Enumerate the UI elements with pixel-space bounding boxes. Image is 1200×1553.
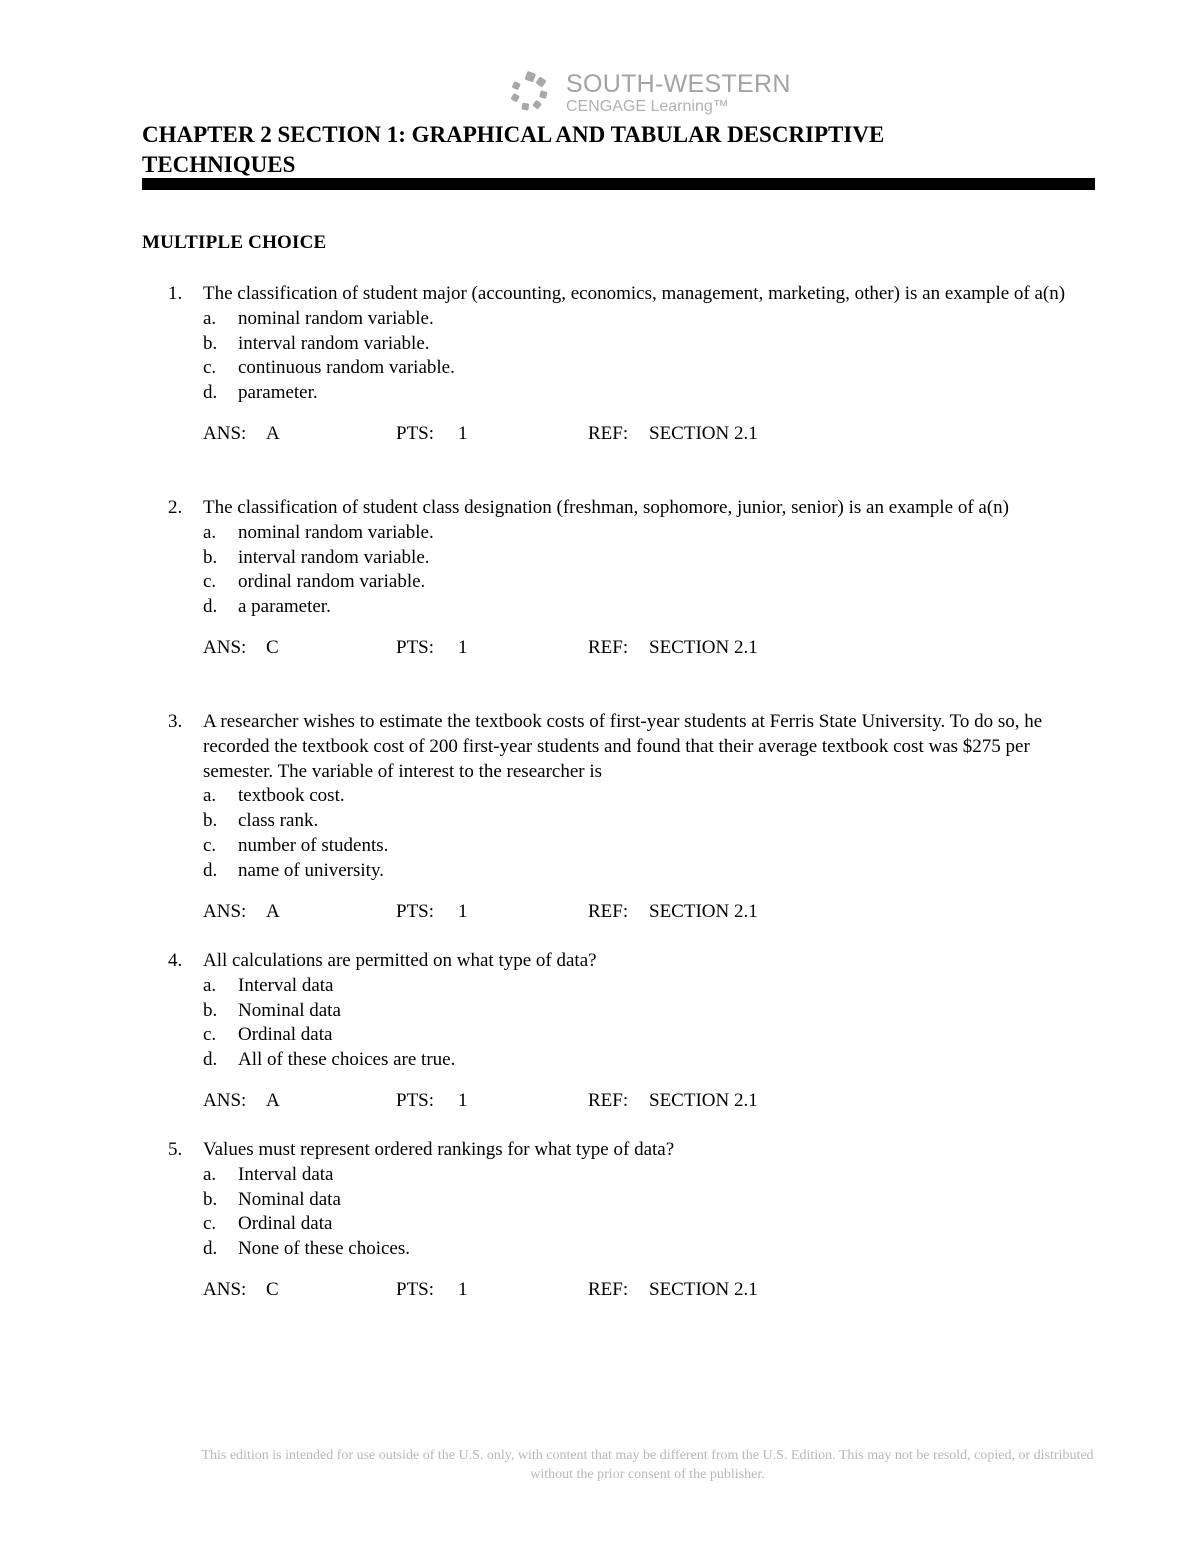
logo-wordmark: SOUTH-WESTERN (566, 70, 791, 98)
ref-value: SECTION 2.1 (649, 1089, 758, 1111)
option-text: Interval data (238, 1163, 334, 1185)
pts-label: PTS: (396, 1089, 435, 1111)
pts-value: 1 (458, 636, 468, 658)
option-text: Ordinal data (238, 1024, 333, 1046)
question-2 (142, 496, 1087, 660)
option-d (203, 1048, 1087, 1073)
option-text: Nominal data (238, 1188, 341, 1210)
ref-label: REF: (588, 422, 629, 444)
option-text: interval random variable. (238, 546, 430, 568)
option-a (203, 307, 1087, 332)
ref-label: REF: (588, 900, 629, 922)
option-d (203, 859, 1087, 884)
question-text: Values must represent ordered rankings for what type of data? (203, 1139, 675, 1160)
option-letter: b. (203, 546, 218, 568)
question-text: The classification of student class designation (freshman, sophomore, junior, senior) is an example of a(n) (203, 497, 1009, 518)
pts-label: PTS: (396, 422, 435, 444)
option-d (203, 381, 1087, 406)
option-b (203, 332, 1087, 357)
chapter-title: CHAPTER 2 SECTION 1: GRAPHICAL AND TABULAR DESCRIPTIVE TECHNIQUES (142, 122, 885, 177)
question-number: 1. (168, 283, 183, 304)
option-letter: a. (203, 785, 217, 807)
option-letter: c. (203, 1024, 217, 1046)
ans-label: ANS: (203, 1089, 247, 1111)
option-letter: d. (203, 596, 218, 618)
option-a (203, 1163, 1087, 1188)
option-text: Nominal data (238, 999, 341, 1021)
ans-label: ANS: (203, 900, 247, 922)
option-text: parameter. (238, 382, 318, 404)
pts-value: 1 (458, 1278, 468, 1300)
option-text: ordinal random variable. (238, 571, 426, 593)
answer-line (203, 636, 1087, 660)
ref-label: REF: (588, 1278, 629, 1300)
option-letter: a. (203, 521, 217, 543)
option-c (203, 356, 1087, 381)
question-text: The classification of student major (accounting, economics, management, marketing, other) is an example of a(n) (203, 283, 1066, 304)
option-letter: d. (203, 382, 218, 404)
option-letter: c. (203, 834, 217, 856)
pts-value: 1 (458, 422, 468, 444)
option-letter: b. (203, 1188, 218, 1210)
option-a (203, 521, 1087, 546)
cengage-star-icon (508, 70, 552, 114)
answer-line (203, 422, 1087, 446)
question-number: 3. (168, 711, 183, 732)
option-text: All of these choices are true. (238, 1049, 456, 1071)
option-letter: c. (203, 357, 217, 379)
option-b (203, 546, 1087, 571)
option-letter: a. (203, 974, 217, 996)
ans-value: C (266, 636, 279, 658)
pts-label: PTS: (396, 1278, 435, 1300)
option-text: None of these choices. (238, 1238, 410, 1260)
option-c (203, 834, 1087, 859)
ans-label: ANS: (203, 1278, 247, 1300)
option-text: class rank. (238, 810, 319, 832)
footer-notice: This edition is intended for use outside of the U.S. only, with content that may be different from the U.S. Edition. This may not be resold, copied, or distributed without the prior consent of the publisher. (201, 1448, 1094, 1482)
question-4 (142, 949, 1087, 1113)
option-text: interval random variable. (238, 332, 430, 354)
option-c (203, 570, 1087, 595)
option-text: continuous random variable. (238, 357, 455, 379)
section-heading: MULTIPLE CHOICE (142, 232, 327, 253)
option-text: textbook cost. (238, 785, 345, 807)
question-number: 4. (168, 950, 183, 971)
ref-value: SECTION 2.1 (649, 422, 758, 444)
question-text: A researcher wishes to estimate the textbook costs of first-year students at Ferris State University. To do so, he recorded the textbook cost of 200 first-year students and found that their average textbook cost was $275 per semester. The variable of interest to the researcher is (203, 711, 1043, 782)
option-text: Ordinal data (238, 1213, 333, 1235)
question-3 (142, 710, 1087, 924)
option-text: nominal random variable. (238, 307, 434, 329)
answer-line (203, 1089, 1087, 1113)
option-letter: b. (203, 999, 218, 1021)
option-text: number of students. (238, 834, 389, 856)
ans-value: A (266, 422, 280, 444)
question-text: All calculations are permitted on what type of data? (203, 950, 597, 971)
option-text: a parameter. (238, 596, 331, 618)
publisher-logo (508, 70, 798, 118)
option-letter: d. (203, 1238, 218, 1260)
pts-value: 1 (458, 900, 468, 922)
option-c (203, 1023, 1087, 1048)
option-b (203, 1188, 1087, 1213)
option-b (203, 999, 1087, 1024)
option-letter: a. (203, 307, 217, 329)
ans-value: A (266, 1089, 280, 1111)
question-1 (142, 282, 1087, 446)
answer-line (203, 1278, 1087, 1302)
option-letter: d. (203, 1049, 218, 1071)
question-5 (142, 1138, 1087, 1302)
option-d (203, 595, 1087, 620)
ref-value: SECTION 2.1 (649, 900, 758, 922)
option-text: nominal random variable. (238, 521, 434, 543)
option-letter: d. (203, 859, 218, 881)
pts-value: 1 (458, 1089, 468, 1111)
ans-value: A (266, 900, 280, 922)
option-b (203, 809, 1087, 834)
option-a (203, 974, 1087, 999)
ref-value: SECTION 2.1 (649, 636, 758, 658)
option-a (203, 784, 1087, 809)
ans-label: ANS: (203, 422, 247, 444)
ref-label: REF: (588, 636, 629, 658)
answer-line (203, 900, 1087, 924)
logo-subtitle: CENGAGE Learning™ (566, 98, 729, 115)
option-letter: a. (203, 1163, 217, 1185)
pts-label: PTS: (396, 900, 435, 922)
option-letter: c. (203, 571, 217, 593)
option-c (203, 1212, 1087, 1237)
question-number: 5. (168, 1139, 183, 1160)
option-letter: b. (203, 810, 218, 832)
ref-label: REF: (588, 1089, 629, 1111)
ref-value: SECTION 2.1 (649, 1278, 758, 1300)
option-letter: c. (203, 1213, 217, 1235)
title-rule (142, 178, 1095, 190)
option-d (203, 1237, 1087, 1262)
question-number: 2. (168, 497, 183, 518)
option-letter: b. (203, 332, 218, 354)
ans-value: C (266, 1278, 279, 1300)
ans-label: ANS: (203, 636, 247, 658)
pts-label: PTS: (396, 636, 435, 658)
option-text: Interval data (238, 974, 334, 996)
option-text: name of university. (238, 859, 384, 881)
